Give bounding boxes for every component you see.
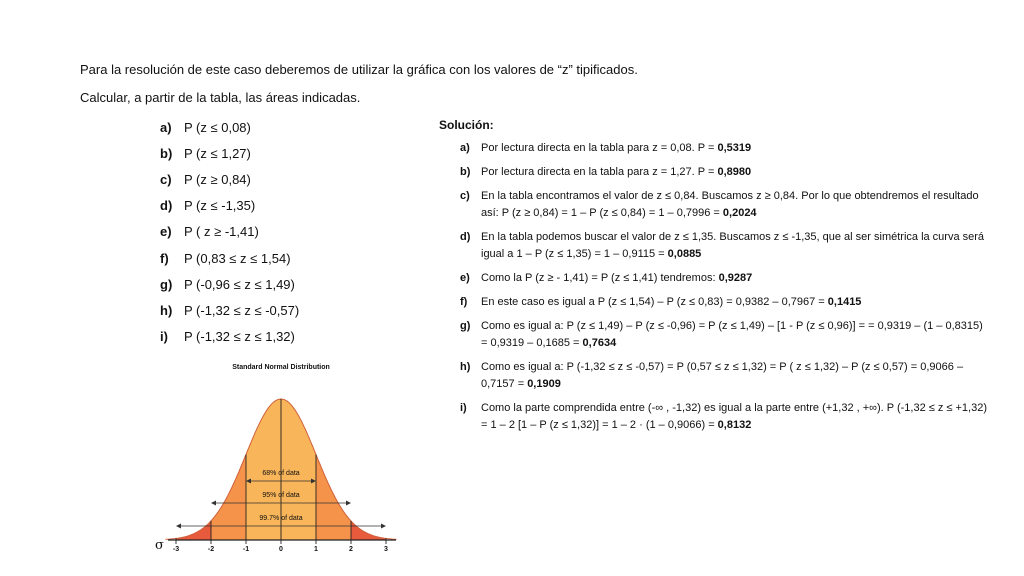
solution-letter: g) (460, 320, 471, 332)
solution-item (460, 229, 990, 263)
arrow-head (381, 524, 386, 529)
question-item (160, 297, 299, 323)
solution-letter: e) (460, 272, 470, 284)
solution-item (460, 400, 990, 434)
solution-result: 0,7634 (582, 337, 617, 349)
solution-body: Como la parte comprendida entre (-∞ , -1,32) es igual a la parte entre (+1,32 , +∞). P (-1,32 ≤ z ≤ +1,32) = 1 – 2 [1 – P (z ≤ 1,32)] = 1 – 2 · (1 – 0,9066) = (481, 402, 987, 431)
solution-body: Como es igual a: P (-1,32 ≤ z ≤ -0,57) = P (0,57 ≤ z ≤ 1,32) = P ( z ≤ 1,32) – P (z ≤ 0,57) = 0,9066 – 0,7157 = (481, 361, 964, 390)
solution-title: Solución: (439, 118, 494, 132)
arrow-head (176, 524, 181, 529)
solution-body: Por lectura directa en la tabla para z = 0,08. P = (481, 142, 718, 154)
solution-body: Por lectura directa en la tabla para z = 1,27. P = (481, 166, 718, 178)
question-item (160, 324, 299, 350)
solution-body: En este caso es igual a P (z ≤ 1,54) – P (z ≤ 0,83) = 0,9382 – 0,7967 = (481, 296, 828, 308)
question-letter: b) (160, 145, 173, 161)
band-label: 95% of data (262, 492, 300, 499)
solution-text (481, 359, 990, 393)
question-letter: a) (160, 119, 172, 135)
question-letter: f) (160, 250, 169, 266)
question-text: P (z ≤ 1,27) (184, 145, 251, 161)
question-letter: c) (160, 171, 172, 187)
solution-item (460, 270, 990, 287)
solution-result: 0,2024 (722, 207, 757, 219)
sigma-symbol: σ (155, 538, 164, 553)
question-item (160, 271, 299, 297)
solution-body: Como la P (z ≥ - 1,41) = P (z ≤ 1,41) tendremos: (481, 272, 719, 284)
solution-letter: c) (460, 190, 470, 202)
question-text: P (z ≤ 0,08) (184, 119, 251, 135)
question-list (160, 114, 299, 350)
bell-curve-svg (150, 360, 400, 570)
tick-label: 1 (314, 546, 318, 553)
solution-letter: i) (460, 402, 467, 414)
intro-line-2: Calcular, a partir de la tabla, las áreas indicadas. (80, 90, 361, 105)
tick-label: -3 (172, 546, 180, 553)
question-text: P ( z ≥ -1,41) (184, 224, 259, 240)
solution-result: 0,8980 (717, 166, 752, 178)
solution-letter: h) (460, 361, 471, 373)
question-item (160, 193, 299, 219)
question-text: P (0,83 ≤ z ≤ 1,54) (184, 250, 291, 266)
band-label: 99.7% of data (259, 515, 303, 522)
solution-text (481, 318, 990, 352)
question-letter: e) (160, 224, 172, 240)
solution-item (460, 140, 990, 157)
question-letter: g) (160, 276, 173, 292)
solution-letter: f) (460, 296, 468, 308)
solution-result: 0,1909 (527, 378, 561, 390)
solution-item (460, 294, 990, 311)
solution-item (460, 188, 990, 222)
question-text: P (-1,32 ≤ z ≤ -0,57) (184, 302, 300, 318)
question-item (160, 166, 299, 192)
normal-distribution-chart (150, 360, 400, 570)
solution-result: 0,0885 (667, 248, 702, 260)
solution-item (460, 359, 990, 393)
question-letter: d) (160, 198, 173, 214)
intro-line-1: Para la resolución de este caso deberemos de utilizar la gráfica con los valores de “z” tipificados. (80, 62, 638, 77)
question-letter: h) (160, 302, 173, 318)
solution-text (481, 188, 990, 222)
arrow-head (346, 501, 351, 506)
solution-item (460, 164, 990, 181)
solution-result: 0,9287 (718, 272, 753, 284)
question-text: P (-1,32 ≤ z ≤ 1,32) (184, 329, 295, 345)
tick-label: 2 (349, 546, 353, 553)
question-text: P (z ≤ -1,35) (184, 198, 256, 214)
solution-body: En la tabla encontramos el valor de z ≤ 0,84. Buscamos z ≥ 0,84. Por lo que obtendremos el resultado así: P (z ≥ 0,84) = 1 – P (z ≤ 0,84) = 1 – 0,7996 = (481, 190, 979, 219)
question-item (160, 219, 299, 245)
solution-result: 0,5319 (717, 142, 752, 154)
tick-label: -1 (242, 546, 250, 553)
tick-label: 0 (279, 546, 283, 553)
question-letter: i) (160, 329, 168, 345)
arrow-head (211, 501, 216, 506)
solution-text (481, 164, 990, 181)
tick-label: -2 (207, 546, 215, 553)
solution-letter: b) (460, 166, 471, 178)
solution-letter: d) (460, 231, 471, 243)
tick-label: 3 (384, 546, 388, 553)
solution-result: 0,1415 (827, 296, 862, 308)
solution-item (460, 318, 990, 352)
solution-text (481, 140, 990, 157)
solution-text (481, 400, 990, 434)
question-item (160, 140, 299, 166)
solution-text (481, 229, 990, 263)
question-item (160, 114, 299, 140)
band-label: 68% of data (262, 470, 300, 477)
solution-result: 0,8132 (717, 419, 752, 431)
solution-body: En la tabla podemos buscar el valor de z ≤ 1,35. Buscamos z ≤ -1,35, que al ser simétrica la curva será igual a 1 – P (z ≤ 1,35) = 1 – 0,9115 = (481, 231, 985, 260)
question-text: P (-0,96 ≤ z ≤ 1,49) (184, 276, 295, 292)
question-item (160, 245, 299, 271)
solution-text (481, 270, 990, 287)
solution-letter: a) (460, 142, 470, 154)
solution-body: Como es igual a: P (z ≤ 1,49) – P (z ≤ -0,96) = P (z ≤ 1,49) – [1 - P (z ≤ 0,96)] = = 0,9319 – (1 – 0,8315) = 0,9319 – 0,1685 = (481, 320, 983, 349)
chart-title: Standard Normal Distribution (232, 364, 330, 371)
question-text: P (z ≥ 0,84) (184, 171, 251, 187)
solution-text (481, 294, 990, 311)
